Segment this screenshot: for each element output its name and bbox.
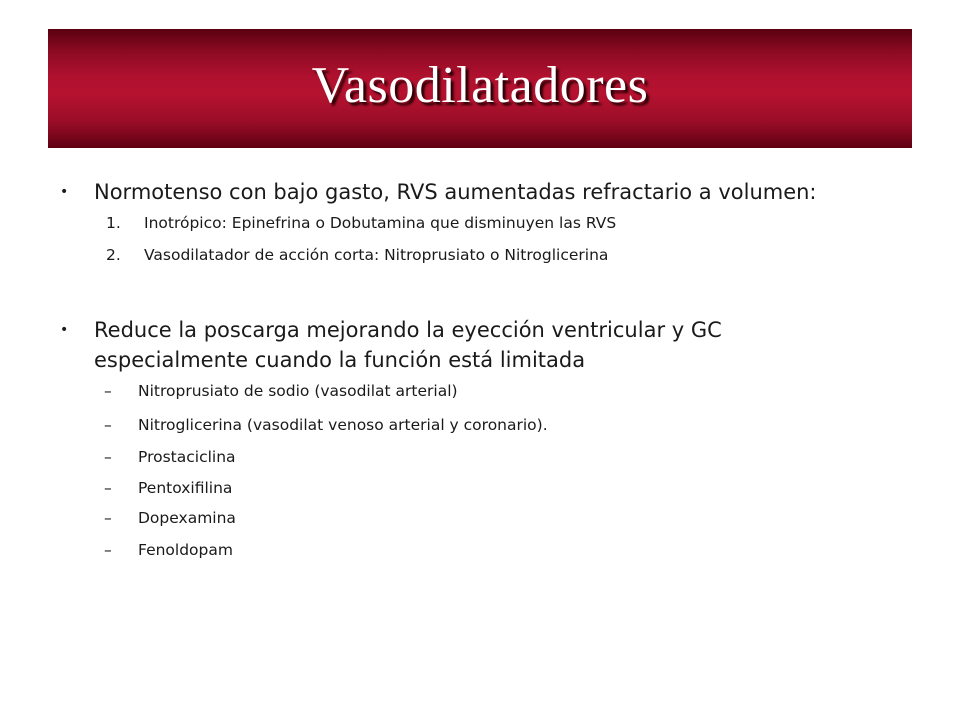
bullet-dot-icon: • <box>60 322 69 338</box>
item-marker: 2. <box>106 246 121 264</box>
dash-marker: – <box>104 448 112 466</box>
bullet-dot-icon: • <box>60 184 69 200</box>
item-text: Fenoldopam <box>138 541 233 559</box>
item-text: Pentoxifilina <box>138 479 233 497</box>
dash-marker: – <box>104 479 112 497</box>
item-text: Nitroglicerina (vasodilat venoso arterial y coronario). <box>138 416 548 434</box>
slide-title: Vasodilatadores <box>311 57 649 114</box>
item-text: Nitroprusiato de sodio (vasodilat arterial) <box>138 382 458 400</box>
dash-marker: – <box>104 416 112 434</box>
item-text: Dopexamina <box>138 509 236 527</box>
dash-marker: – <box>104 509 112 527</box>
bullet-text-line: especialmente cuando la función está limitada <box>94 348 586 372</box>
bullet-text: Normotenso con bajo gasto, RVS aumentadas refractario a volumen: <box>94 180 817 204</box>
item-marker: 1. <box>106 214 121 232</box>
bullet-text-line: Reduce la poscarga mejorando la eyección ventricular y GC <box>94 318 722 342</box>
dash-marker: – <box>104 382 112 400</box>
item-text: Vasodilatador de acción corta: Nitroprusiato o Nitroglicerina <box>144 246 609 264</box>
dash-marker: – <box>104 541 112 559</box>
item-text: Inotrópico: Epinefrina o Dobutamina que disminuyen las RVS <box>144 214 617 232</box>
item-text: Prostaciclina <box>138 448 236 466</box>
